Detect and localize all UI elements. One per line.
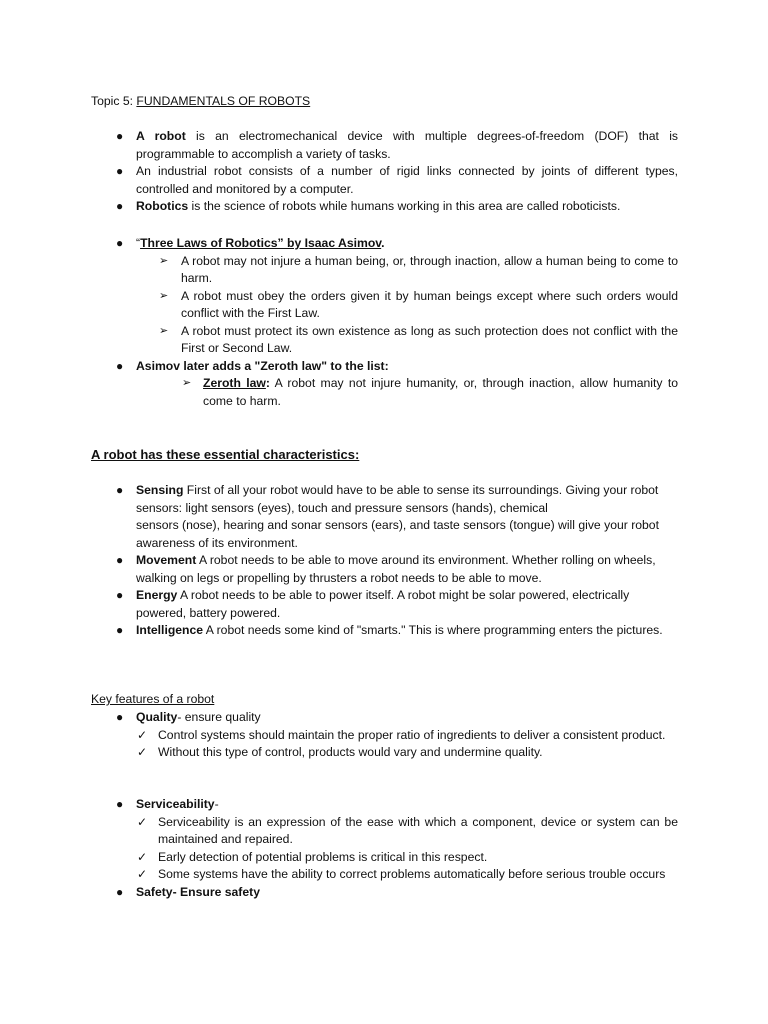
bullet-icon: ●: [116, 129, 124, 143]
bullet-icon: ●: [116, 483, 124, 497]
laws-heading: ● “Three Laws of Robotics” by Isaac Asimov.: [0, 235, 768, 253]
list-item: ● Asimov later adds a "Zeroth law" to the list:: [0, 358, 768, 376]
list-item: ➢ Zeroth law: A robot may not injure humanity, or, through inaction, allow humanity to come to harm.: [182, 376, 678, 408]
list-item: ● Sensing First of all your robot would have to be able to sense its surroundings. Giving your robot sensors: light sensors (eyes), touch and pressure sensors (hands), chemical sensors (nose), hearing and sonar sensors (ears), and taste sensors (tongue) will give your robot awareness of its environment.: [116, 483, 659, 550]
key-features-list: [0, 709, 768, 762]
key-features-heading: Key features of a robot: [91, 692, 215, 706]
arrow-icon: ➢: [159, 254, 169, 267]
topic-title-underlined: FUNDAMENTALS OF ROBOTS: [136, 94, 311, 108]
list-item: ➢ A robot may not injure a human being, or, through inaction, allow a human being to come to harm.: [159, 253, 678, 285]
bullet-icon: ●: [116, 623, 124, 637]
list-item: ● Intelligence A robot needs some kind of "smarts." This is where programming enters the pictures.: [0, 622, 768, 640]
bullet-icon: ●: [116, 164, 124, 178]
topic-title: Topic 5: FUNDAMENTALS OF ROBOTS: [91, 94, 311, 108]
list-item: ➢ A robot must protect its own existence as long as such protection does not conflict with the First or Second Law.: [159, 323, 678, 355]
list-item: ● Safety- Ensure safety: [0, 884, 768, 902]
list-item: ✓ Control systems should maintain the proper ratio of ingredients to deliver a consistent product.: [0, 727, 768, 745]
serviceability-list: [0, 796, 768, 901]
list-item: ● A robot is an electromechanical device with multiple degrees-of-freedom (DOF) that is programmable to accomplish a variety of tasks.: [116, 129, 678, 161]
list-item: ● Energy A robot needs to be able to power itself. A robot might be solar powered, electrically powered, battery powered.: [116, 588, 630, 620]
bullet-icon: ●: [116, 236, 124, 250]
bullet-icon: ●: [116, 588, 124, 602]
checkmark-icon: ✓: [137, 867, 148, 881]
bullet-icon: ●: [116, 199, 124, 213]
list-item: ● Serviceability-: [0, 796, 768, 814]
checkmark-icon: ✓: [137, 745, 148, 759]
bullet-icon: ●: [116, 884, 124, 899]
bullet-icon: ●: [116, 710, 124, 724]
checkmark-icon: ✓: [137, 849, 148, 864]
characteristics-heading: A robot has these essential characteristics:: [91, 447, 360, 462]
intro-list: [0, 128, 768, 216]
list-item: ● An industrial robot consists of a number of rigid links connected by joints of different types, controlled and monitored by a computer.: [116, 164, 678, 196]
list-item: ✓ Without this type of control, products would vary and undermine quality.: [0, 744, 768, 762]
list-item: ● Movement A robot needs to be able to move around its environment. Whether rolling on wheels, walking on legs or propelling by thrusters a robot needs to be able to move.: [116, 553, 656, 585]
checkmark-icon: ✓: [137, 727, 148, 742]
list-item: ✓ Serviceability is an expression of the ease with which a component, device or system can be maintained and repaired.: [137, 814, 678, 846]
bullet-icon: ●: [116, 797, 124, 811]
list-item: ● Robotics is the science of robots while humans working in this area are called roboticists.: [0, 198, 768, 216]
list-item: ✓ Some systems have the ability to correct problems automatically before serious trouble occurs: [0, 866, 768, 884]
bullet-icon: ●: [116, 553, 124, 567]
list-item: ✓ Early detection of potential problems is critical in this respect.: [0, 849, 768, 867]
arrow-icon: ➢: [182, 377, 192, 389]
list-item: ➢ A robot must obey the orders given it by human beings except where such orders would conflict with the First Law.: [159, 288, 678, 320]
laws-list: [0, 235, 768, 410]
bullet-icon: ●: [116, 358, 124, 373]
list-item: ● Quality- ensure quality: [0, 709, 768, 727]
checkmark-icon: ✓: [137, 814, 148, 829]
arrow-icon: ➢: [159, 324, 169, 337]
characteristics-list: [0, 482, 768, 640]
arrow-icon: ➢: [159, 289, 169, 302]
